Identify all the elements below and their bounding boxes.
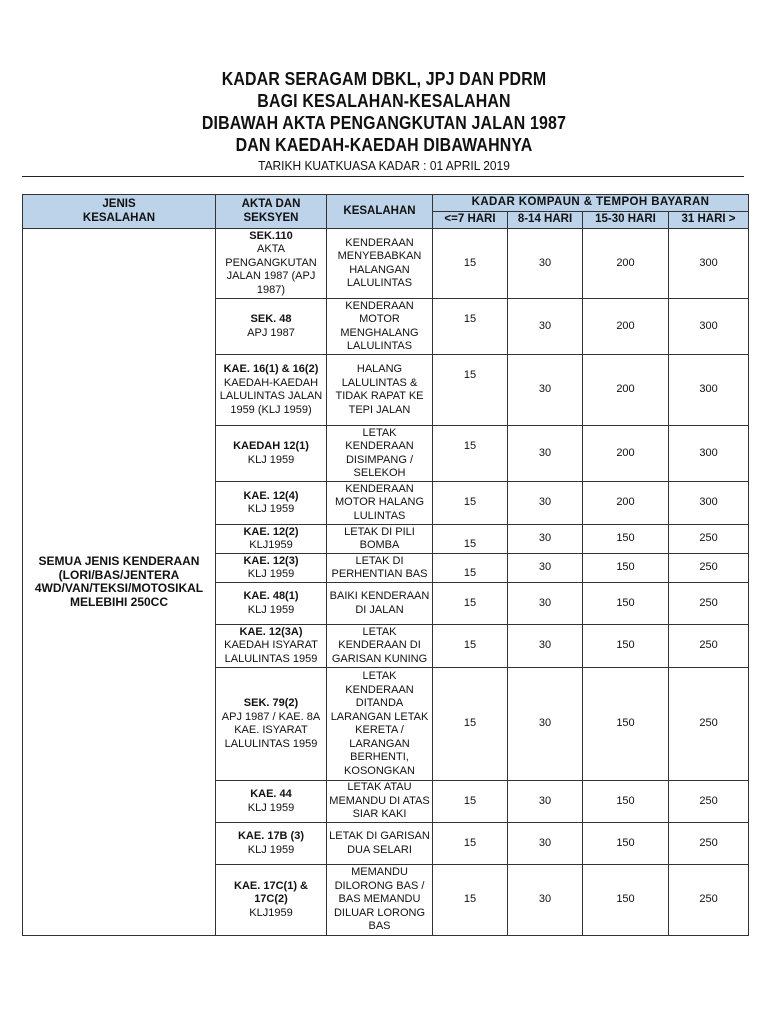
rate-cell: 30	[508, 426, 583, 482]
seksyen-code: SEK. 79(2)	[243, 697, 299, 709]
seksyen-cell	[216, 668, 327, 781]
seksyen-cell	[216, 823, 327, 865]
rate-cell: 250	[669, 554, 749, 583]
rate-cell: 30	[508, 625, 583, 668]
header-period-1: <=7 HARI	[433, 212, 508, 229]
rate-cell: 300	[669, 299, 749, 355]
rate-cell: 150	[583, 525, 669, 554]
rate-cell: 150	[583, 583, 669, 625]
seksyen-cell	[216, 625, 327, 668]
title-line-1: KADAR SERAGAM DBKL, JPJ DAN PDRM	[221, 68, 547, 89]
seksyen-cell	[216, 426, 327, 482]
rate-cell: 150	[583, 554, 669, 583]
seksyen-code: SEK.110	[249, 229, 293, 242]
rate-cell: 200	[583, 299, 669, 355]
offence-cell: KENDERAAN MENYEBABKAN HALANGAN LALULINTAS	[327, 229, 433, 299]
effective-date: TARIKH KUATKUASA KADAR : 01 APRIL 2019	[258, 158, 510, 173]
offence-cell: LETAK KENDERAAN DITANDA LARANGAN LETAK KERETA / LARANGAN BERHENTI, KOSONGKAN	[327, 668, 433, 781]
seksyen-desc: KLJ 1959	[247, 453, 295, 466]
seksyen-code: KAE. 12(2)	[243, 525, 299, 538]
compound-rates-table	[22, 194, 749, 936]
rate-cell: 15	[433, 299, 508, 355]
rate-cell: 30	[508, 229, 583, 299]
title-line-4: DAN KAEDAH-KAEDAH DIBAWAHNYA	[235, 134, 533, 155]
rate-cell: 150	[583, 865, 669, 936]
header-akta-seksyen	[216, 195, 327, 229]
rate-cell: 15	[433, 823, 508, 865]
seksyen-cell	[216, 525, 327, 554]
rate-cell: 250	[669, 823, 749, 865]
seksyen-desc: KAEDAH-KAEDAH LALULINTAS JALAN 1959 (KLJ 1959)	[219, 376, 323, 416]
title-line-3: DIBAWAH AKTA PENGANGKUTAN JALAN 1987	[201, 112, 567, 133]
rate-cell: 150	[583, 781, 669, 823]
offence-cell: BAIKI KENDERAAN DI JALAN	[327, 583, 433, 625]
header-period-2: 8-14 HARI	[508, 212, 583, 229]
seksyen-code: KAEDAH 12(1)	[233, 440, 309, 452]
rate-cell: 15	[433, 554, 508, 583]
rate-cell: 30	[508, 525, 583, 554]
seksyen-code: KAE. 12(3A)	[239, 625, 303, 638]
title-divider	[22, 176, 744, 177]
seksyen-desc: KAEDAH ISYARAT LALULINTAS 1959	[224, 639, 318, 665]
rate-cell: 15	[433, 355, 508, 426]
seksyen-code: KAE. 12(3)	[243, 554, 299, 567]
rate-cell: 30	[508, 583, 583, 625]
offence-cell: MEMANDU DILORONG BAS / BAS MEMANDU DILUAR LORONG BAS	[327, 865, 433, 936]
seksyen-desc: KLJ 1959	[247, 503, 295, 515]
rate-cell: 30	[508, 865, 583, 936]
rate-cell: 15	[433, 668, 508, 781]
rate-cell: 30	[508, 781, 583, 823]
seksyen-cell	[216, 865, 327, 936]
rate-cell: 150	[583, 823, 669, 865]
seksyen-desc: APJ 1987 / KAE. 8A KAE. ISYARAT LALULINTAS 1959	[221, 710, 321, 750]
rate-cell: 30	[508, 823, 583, 865]
rate-cell: 15	[433, 781, 508, 823]
rate-cell: 15	[433, 426, 508, 482]
seksyen-desc: APJ 1987	[247, 326, 295, 339]
table-row	[23, 229, 749, 299]
offence-cell: LETAK KENDERAAN DI GARISAN KUNING	[327, 625, 433, 668]
seksyen-cell	[216, 781, 327, 823]
offence-cell: LETAK DI PERHENTIAN BAS	[327, 554, 433, 583]
rate-cell: 200	[583, 229, 669, 299]
rate-cell: 30	[508, 355, 583, 426]
seksyen-cell	[216, 583, 327, 625]
rate-cell: 200	[583, 426, 669, 482]
rate-cell: 15	[433, 583, 508, 625]
header-jenis-kesalahan	[23, 195, 216, 229]
rate-cell: 250	[669, 625, 749, 668]
offence-cell: HALANG LALULINTAS & TIDAK RAPAT KE TEPI JALAN	[327, 355, 433, 426]
seksyen-desc: KLJ1959	[249, 906, 293, 919]
header-kesalahan: KESALAHAN	[327, 195, 433, 229]
seksyen-cell	[216, 482, 327, 525]
seksyen-cell	[216, 299, 327, 355]
seksyen-desc: KLJ 1959	[247, 568, 295, 580]
header-akta-line2: SEKSYEN	[243, 211, 299, 224]
offence-cell: LETAK DI GARISAN DUA SELARI	[327, 823, 433, 865]
rate-cell: 150	[583, 625, 669, 668]
rate-cell: 30	[508, 554, 583, 583]
seksyen-code: KAE. 48(1)	[243, 590, 299, 602]
seksyen-desc: KLJ1959	[249, 539, 293, 551]
rate-cell: 300	[669, 482, 749, 525]
seksyen-code: SEK. 48	[250, 313, 292, 325]
rate-cell: 250	[669, 525, 749, 554]
rate-cell: 15	[433, 865, 508, 936]
rate-cell: 300	[669, 426, 749, 482]
seksyen-code: KAE. 17B (3)	[237, 830, 305, 842]
seksyen-cell	[216, 554, 327, 583]
rate-cell: 250	[669, 583, 749, 625]
title-line-2: BAGI KESALAHAN-KESALAHAN	[257, 90, 511, 111]
rate-cell: 30	[508, 482, 583, 525]
offence-cell: KENDERAAN MOTOR HALANG LULINTAS	[327, 482, 433, 525]
rate-cell: 200	[583, 482, 669, 525]
seksyen-cell	[216, 229, 327, 299]
seksyen-code: KAE. 44	[250, 788, 292, 800]
rate-cell: 300	[669, 229, 749, 299]
seksyen-code: KAE. 12(4)	[243, 489, 299, 502]
header-kadar-kompaun: KADAR KOMPAUN & TEMPOH BAYARAN	[433, 195, 749, 212]
seksyen-cell	[216, 355, 327, 426]
header-period-4: 31 HARI >	[669, 212, 749, 229]
seksyen-code: KAE. 16(1) & 16(2)	[223, 363, 319, 375]
rate-cell: 200	[583, 355, 669, 426]
rate-cell: 15	[433, 625, 508, 668]
header-period-3: 15-30 HARI	[583, 212, 669, 229]
seksyen-desc: AKTA PENGANGKUTAN JALAN 1987 (APJ 1987)	[225, 243, 317, 296]
rate-cell: 250	[669, 865, 749, 936]
offence-cell: LETAK KENDERAAN DISIMPANG / SELEKOH	[327, 426, 433, 482]
offence-cell: LETAK DI PILI BOMBA	[327, 525, 433, 554]
seksyen-desc: KLJ 1959	[247, 603, 295, 616]
seksyen-desc: KLJ 1959	[247, 801, 295, 814]
rate-cell: 15	[433, 229, 508, 299]
rate-cell: 150	[583, 668, 669, 781]
rate-cell: 250	[669, 668, 749, 781]
offence-cell: KENDERAAN MOTOR MENGHALANG LALULINTAS	[327, 299, 433, 355]
rate-cell: 250	[669, 781, 749, 823]
header-jenis-line1: JENIS	[102, 198, 136, 210]
rate-cell: 15	[433, 525, 508, 554]
rate-cell: 15	[433, 482, 508, 525]
rate-cell: 30	[508, 668, 583, 781]
seksyen-desc: KLJ 1959	[247, 843, 295, 856]
document-title-block	[0, 68, 768, 175]
vehicle-type-cell: SEMUA JENIS KENDERAAN (LORI/BAS/JENTERA 4WD/VAN/TEKSI/MOTOSIKAL MELEBIHI 250CC	[23, 229, 216, 936]
rate-cell: 300	[669, 355, 749, 426]
header-akta-line1: AKTA DAN	[241, 198, 301, 210]
rate-cell: 30	[508, 299, 583, 355]
header-jenis-line2: KESALAHAN	[82, 211, 156, 224]
seksyen-code: KAE. 17C(1) & 17C(2)	[234, 879, 308, 906]
offence-cell: LETAK ATAU MEMANDU DI ATAS SIAR KAKI	[327, 781, 433, 823]
